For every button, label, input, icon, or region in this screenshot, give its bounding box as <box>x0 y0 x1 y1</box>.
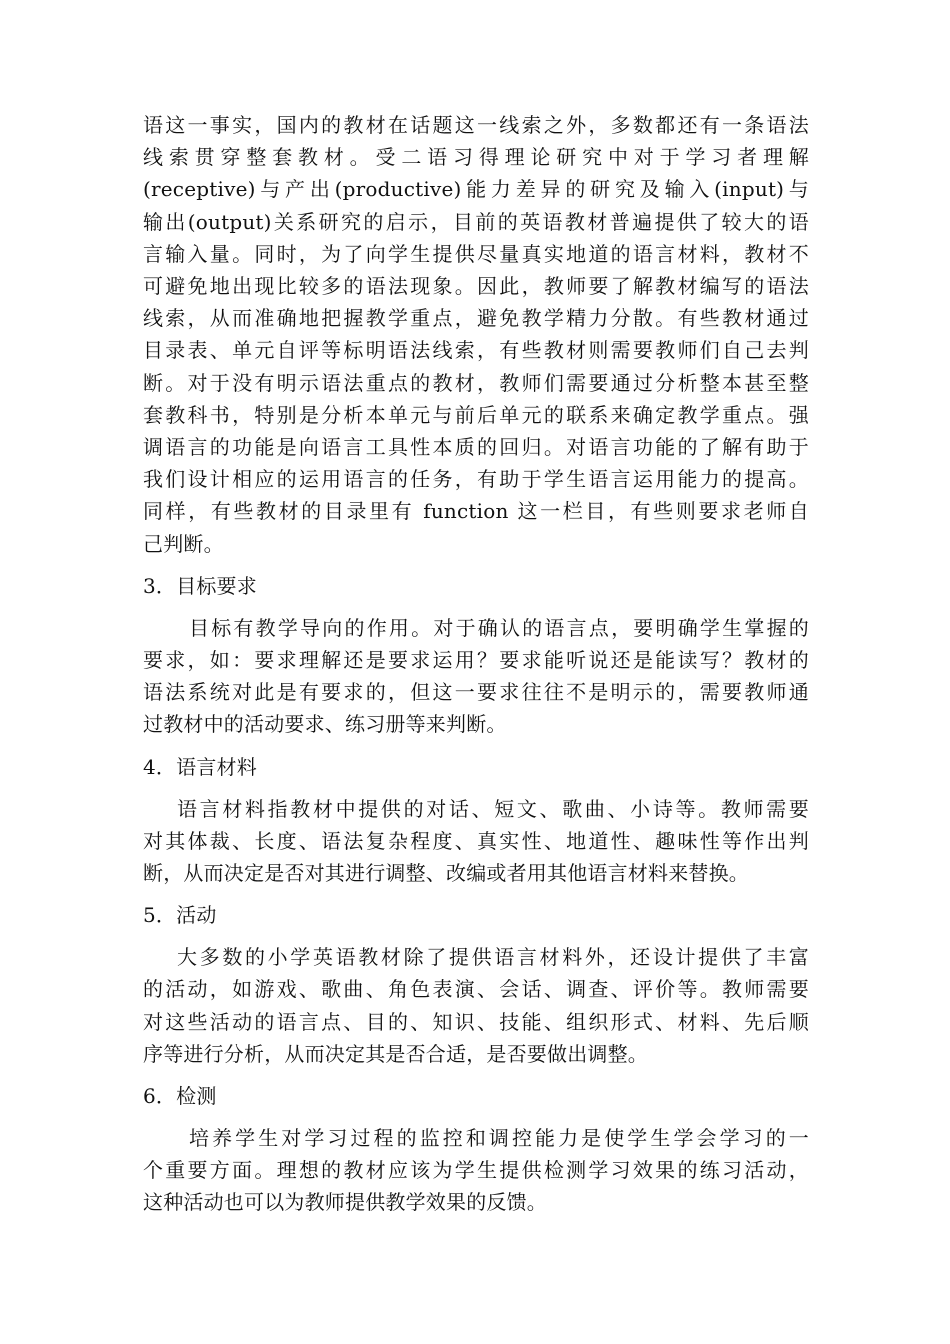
text-line: 对这些活动的语言点、目的、知识、技能、组织形式、材料、先后顺 <box>143 1009 809 1034</box>
text-line: 线索贯穿整套教材。受二语习得理论研究中对于学习者理解 <box>143 145 809 170</box>
text-line: 个重要方面。理想的教材应该为学生提供检测学习效果的练习活动， <box>143 1158 809 1183</box>
text-line: 要求，如：要求理解还是要求运用？要求能听说还是能读写？教材的 <box>143 648 809 673</box>
text-line: 言输入量。同时，为了向学生提供尽量真实地道的语言材料，教材不 <box>143 241 809 266</box>
paragraph-assessment <box>143 1122 809 1219</box>
text-line: 调语言的功能是向语言工具性本质的回归。对语言功能的了解有助于 <box>143 435 809 460</box>
text-line: 同样，有些教材的目录里有 function 这一栏目，有些则要求老师自 <box>143 499 809 524</box>
text-line: 目录表、单元自评等标明语法线索，有些教材则需要教师们自己去判 <box>143 338 809 363</box>
text-line: 语法系统对此是有要求的，但这一要求往往不是明示的，需要教师通 <box>143 680 809 705</box>
text-line: 对其体裁、长度、语法复杂程度、真实性、地道性、趣味性等作出判 <box>143 828 809 853</box>
text-line: 过教材中的活动要求、练习册等来判断。 <box>143 712 507 737</box>
document-body <box>143 109 809 1219</box>
text-line: 可避免地出现比较多的语法现象。因此，教师要了解教材编写的语法 <box>143 274 809 299</box>
paragraph-goals <box>143 612 809 741</box>
text-line: 断，从而决定是否对其进行调整、改编或者用其他语言材料来替换。 <box>143 861 749 886</box>
text-line: 线索，从而准确地把握教学重点，避免教学精力分散。有些教材通过 <box>143 306 809 331</box>
text-line: (receptive)与产出(productive)能力差异的研究及输入(input)与 <box>143 177 809 202</box>
paragraph-language-materials <box>143 793 809 890</box>
text-line: 语这一事实，国内的教材在话题这一线索之外，多数都还有一条语法 <box>143 113 809 137</box>
text-line: 套教科书，特别是分析本单元与前后单元的联系来确定教学重点。强 <box>143 402 809 427</box>
text-line: 我们设计相应的运用语言的任务，有助于学生语言运用能力的提高。 <box>143 467 809 492</box>
section-heading-5: 5．活动 <box>143 903 217 928</box>
text-line: 输出(output)关系研究的启示，目前的英语教材普遍提供了较大的语 <box>143 209 809 234</box>
text-line: 这种活动也可以为教师提供教学效果的反馈。 <box>143 1190 547 1215</box>
paragraph-activities <box>143 941 809 1070</box>
text-line: 序等进行分析，从而决定其是否合适，是否要做出调整。 <box>143 1041 648 1066</box>
text-line: 目标有教学导向的作用。对于确认的语言点，要明确学生掌握的 <box>189 615 809 640</box>
text-line: 的活动，如游戏、歌曲、角色表演、会话、调查、评价等。教师需要 <box>143 977 809 1002</box>
section-heading-3: 3．目标要求 <box>143 573 257 598</box>
text-line: 大多数的小学英语教材除了提供语言材料外，还设计提供了丰富 <box>177 945 809 970</box>
text-line: 己判断。 <box>143 531 224 556</box>
text-line: 语言材料指教材中提供的对话、短文、歌曲、小诗等。教师需要 <box>177 796 809 821</box>
section-heading-4: 4．语言材料 <box>143 754 257 779</box>
section-heading-6: 6．检测 <box>143 1084 217 1109</box>
text-line: 断。对于没有明示语法重点的教材，教师们需要通过分析整本甚至整 <box>143 370 809 395</box>
paragraph-grammar-function <box>143 109 809 560</box>
text-line: 培养学生对学习过程的监控和调控能力是使学生学会学习的一 <box>189 1126 809 1151</box>
